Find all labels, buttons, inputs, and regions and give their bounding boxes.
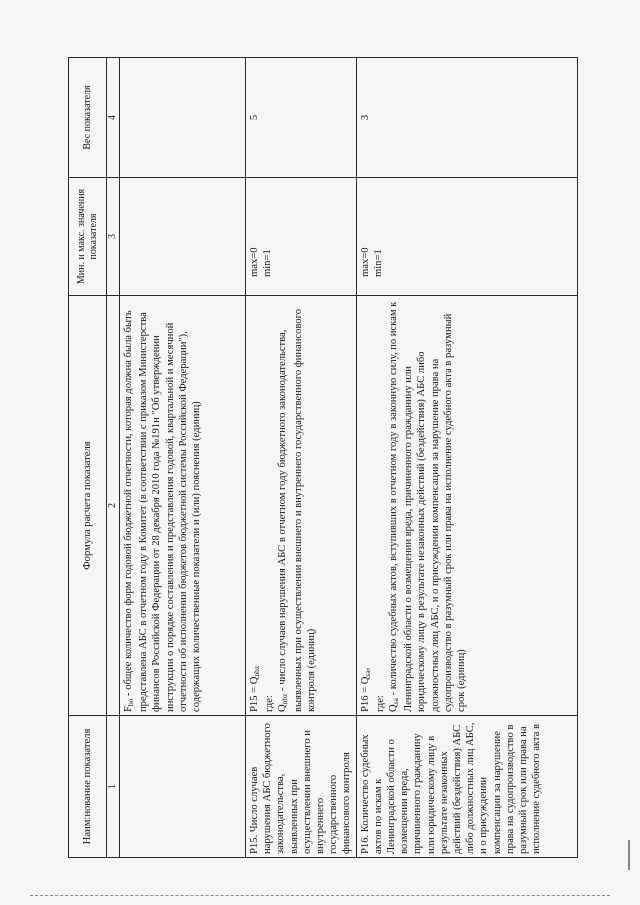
p16-formula-cell: $Р16 = Q_{sa}$, где: $Q_{sa}$ - количество судебных актов, вступивших в отчетном году в законную силу, по искам к Ленинградской области о возмещении вреда, причиненного гражданину или юридическому лицу в результате незаконных действий (бездействия) АБС либо должностных лиц АБС, и о присуждении компенсации за нарушение права на судопроизводство в разумный срок или права на исполнение судебного акта в разумный срок (единиц) [356, 296, 577, 716]
table-row-p16 [356, 58, 577, 858]
p16-name: Р16. Количество судебных актов по искам к Ленинградской области о возмещении вреда, причиненного гражданину или юридическому лицу в результате незаконных действий (бездействия) АБС либо должностных лиц АБС, и о присуждении компенсации за нарушение права на судопроизводство в разумный срок или права на исполнение судебного акта в [356, 716, 577, 858]
header-minmax: Мин. и макс. значения показателя [69, 178, 107, 296]
p16-min: min=1 [372, 249, 384, 277]
p16-where: где: [374, 695, 386, 712]
p15-where: где: [264, 695, 276, 712]
p16-max: max=0 [359, 247, 371, 277]
column-number-row [107, 58, 120, 858]
scan-edge-mark [628, 840, 630, 870]
fbo-symbol: F [123, 706, 134, 712]
p16-description: - количество судебных актов, вступивших в отчетном году в законную силу, по искам к Ленинградской области о возмещении вреда, причиненного гражданину или юридическому лицу в результате незаконных действий (бездействия) АБС либо должностных лиц АБС, и о присуждении компенсации за нарушение права на судопроизводство в разумный срок или права на исполнение судебного акта в разумный срок (единиц) [388, 301, 468, 712]
cont-weight-cell [120, 58, 246, 178]
fbo-subscript: bo [126, 698, 135, 707]
col-number-1: 1 [107, 716, 120, 858]
p15-name: Р15. Число случаев нарушения АБС бюджетного законодательства, выявленных при осуществлении внешнего и внутреннего государственного финансового контроля [246, 716, 357, 858]
fbo-description: - общее количество форм годовой бюджетной отчетности, которая должна была быть представлена АБС в отчетном году в Комитет (в соответствии с приказом Министерства финансов Российской Федерации от 28 декабря 2010 года №191н "Об утверждении инструкции о порядке составления и представления годовой, квартальной и месячной отчетности об исполнении бюджетов бюджетной системы Российской Федерации"), содержащих количественные показатели и (или) пояснения (единиц) [123, 310, 203, 712]
p15-description: - число случаев нарушения АБС в отчетном году бюджетного законодательства, выявленных при осуществлении внешнего и внутреннего государственного финансового контроля (единиц) [277, 309, 317, 712]
p15-q-symbol: Q [277, 704, 289, 712]
p15-formula: $Р15 = Q_{nbz}$ [249, 665, 261, 712]
indicator-table [68, 57, 578, 858]
p15-max: max=0 [249, 247, 260, 277]
p15-min: min=1 [262, 249, 274, 277]
header-row [69, 58, 107, 858]
cont-minmax-cell [120, 178, 246, 296]
table-row-continuation [120, 58, 246, 858]
p15-formula-cell: $Р15 = Q_{nbz}$ где: $Q_{nbz}$ - число случаев нарушения АБС в отчетном году бюджетного законодательства, выявленных при осуществлении внешнего и внутреннего государственного финансового контроля (единиц) [246, 296, 357, 716]
header-name: Наим:нование показателя [69, 716, 107, 858]
p15-weight: 5 [246, 58, 357, 178]
cont-formula-cell [120, 296, 246, 716]
p15-minmax-cell [246, 178, 357, 296]
p16-q-symbol: Q [388, 704, 400, 712]
p16-weight: 3 [356, 58, 577, 178]
p16-formula: $Р16 = Q_{sa}$, [359, 667, 372, 712]
table-row-p15 [246, 58, 357, 858]
header-formula: Формула расчета показателя [69, 296, 107, 716]
col-number-3: 3 [107, 178, 120, 296]
col-number-2: 2 [107, 296, 120, 716]
p16-minmax-cell [356, 178, 577, 296]
col-number-4: 4 [107, 58, 120, 178]
scan-bottom-edge [30, 895, 610, 898]
header-weight: Вес показателя [69, 58, 107, 178]
rotated-table-container [68, 58, 578, 858]
cont-name-cell [120, 716, 246, 858]
